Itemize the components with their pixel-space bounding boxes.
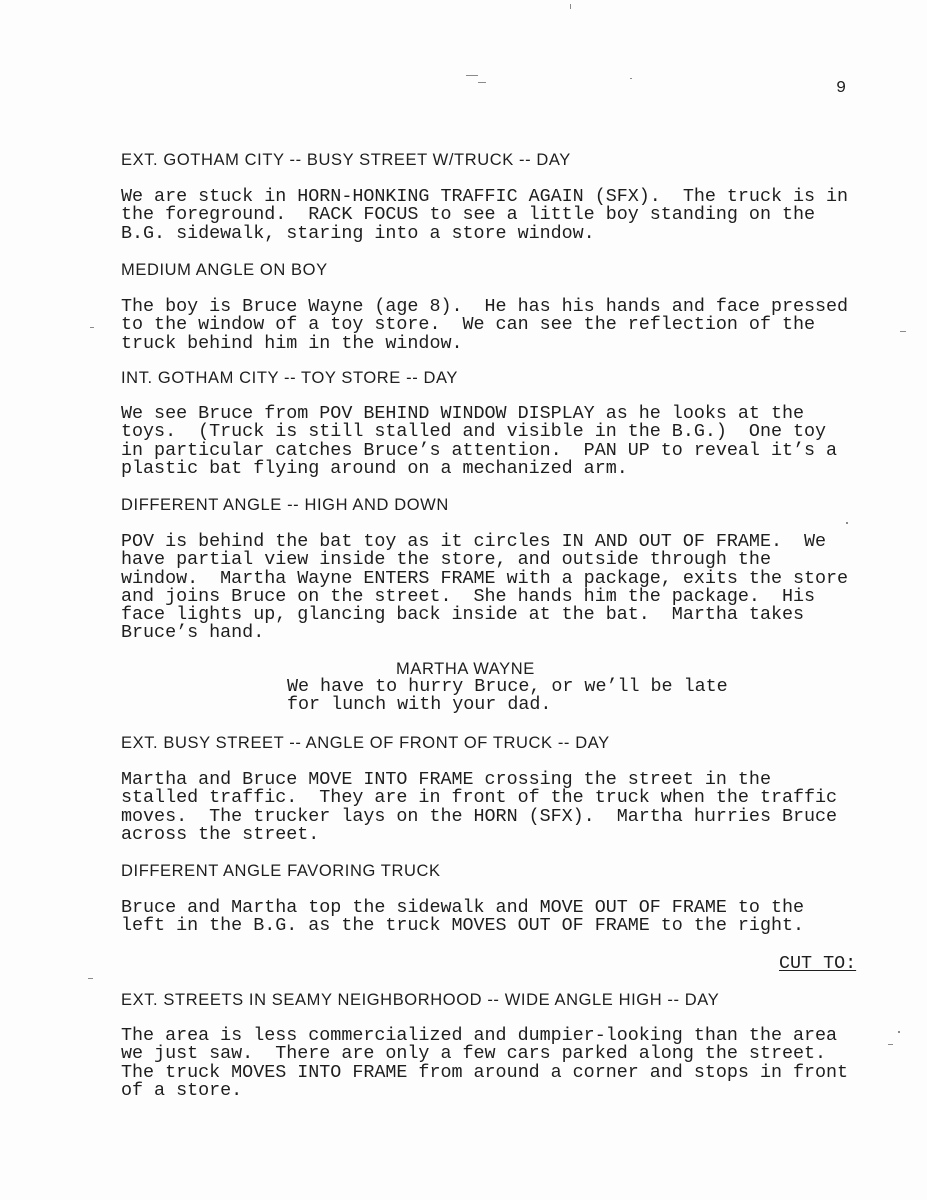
scene-heading: EXT. GOTHAM CITY -- BUSY STREET W/TRUCK -- DAY — [121, 151, 571, 169]
dialogue: We have to hurry Bruce, or we’ll be late for lunch with your dad. — [287, 676, 728, 716]
scene-heading: EXT. STREETS IN SEAMY NEIGHBORHOOD -- WIDE ANGLE HIGH -- DAY — [121, 991, 720, 1009]
scan-speck — [466, 75, 478, 76]
action-paragraph: The boy is Bruce Wayne (age 8). He has his hands and face pressed to the window of a toy store. We can see the reflection of the truck behind him in the window. — [121, 296, 849, 354]
shot-heading: MEDIUM ANGLE ON BOY — [121, 261, 328, 279]
scene-heading: INT. GOTHAM CITY -- TOY STORE -- DAY — [121, 369, 458, 387]
scan-speck — [900, 331, 906, 332]
scene-heading: EXT. BUSY STREET -- ANGLE OF FRONT OF TRUCK -- DAY — [121, 734, 610, 752]
action-paragraph: The area is less commercialized and dumpier-looking than the area we just saw. There are only a few cars parked along the street. The truck MOVES INTO FRAME from around a corner and stops in front of a store. — [121, 1025, 849, 1101]
shot-heading: DIFFERENT ANGLE -- HIGH AND DOWN — [121, 496, 449, 514]
shot-heading: DIFFERENT ANGLE FAVORING TRUCK — [121, 862, 441, 880]
transition: CUT TO: — [779, 953, 857, 974]
action-paragraph: We are stuck in HORN-HONKING TRAFFIC AGAIN (SFX). The truck is in the foreground. RACK FOCUS to see a little boy standing on the B.G. sidewalk, staring into a store window. — [121, 186, 849, 244]
action-paragraph: Martha and Bruce MOVE INTO FRAME crossing the street in the stalled traffic. They are in front of the truck when the traffic moves. The trucker lays on the HORN (SFX). Martha hurries Bruce across the street. — [121, 769, 838, 845]
scan-speck — [630, 78, 632, 79]
page-number: 9 — [836, 79, 847, 98]
character-name: MARTHA WAYNE — [396, 660, 535, 678]
scan-speck — [888, 1044, 893, 1045]
scan-speck — [88, 978, 93, 979]
action-paragraph: POV is behind the bat toy as it circles IN AND OUT OF FRAME. We have partial view inside the store, and outside through the window. Martha Wayne ENTERS FRAME with a package, exits the store and joins Bruce on the street. She hands him the package. His face lights up, glancing back inside at the bat. Martha takes Bruce’s hand. — [121, 531, 849, 644]
scan-speck — [846, 522, 848, 524]
action-paragraph: Bruce and Martha top the sidewalk and MOVE OUT OF FRAME to the left in the B.G. as the truck MOVES OUT OF FRAME to the right. — [121, 897, 805, 937]
scan-speck — [478, 82, 486, 83]
scan-speck — [570, 4, 571, 9]
action-paragraph: We see Bruce from POV BEHIND WINDOW DISPLAY as he looks at the toys. (Truck is still stalled and visible in the B.G.) One toy in particular catches Bruce’s attention. PAN UP to reveal it’s a plastic bat flying around on a mechanized arm. — [121, 403, 838, 479]
scan-speck — [898, 1031, 900, 1033]
scan-speck — [90, 327, 94, 328]
